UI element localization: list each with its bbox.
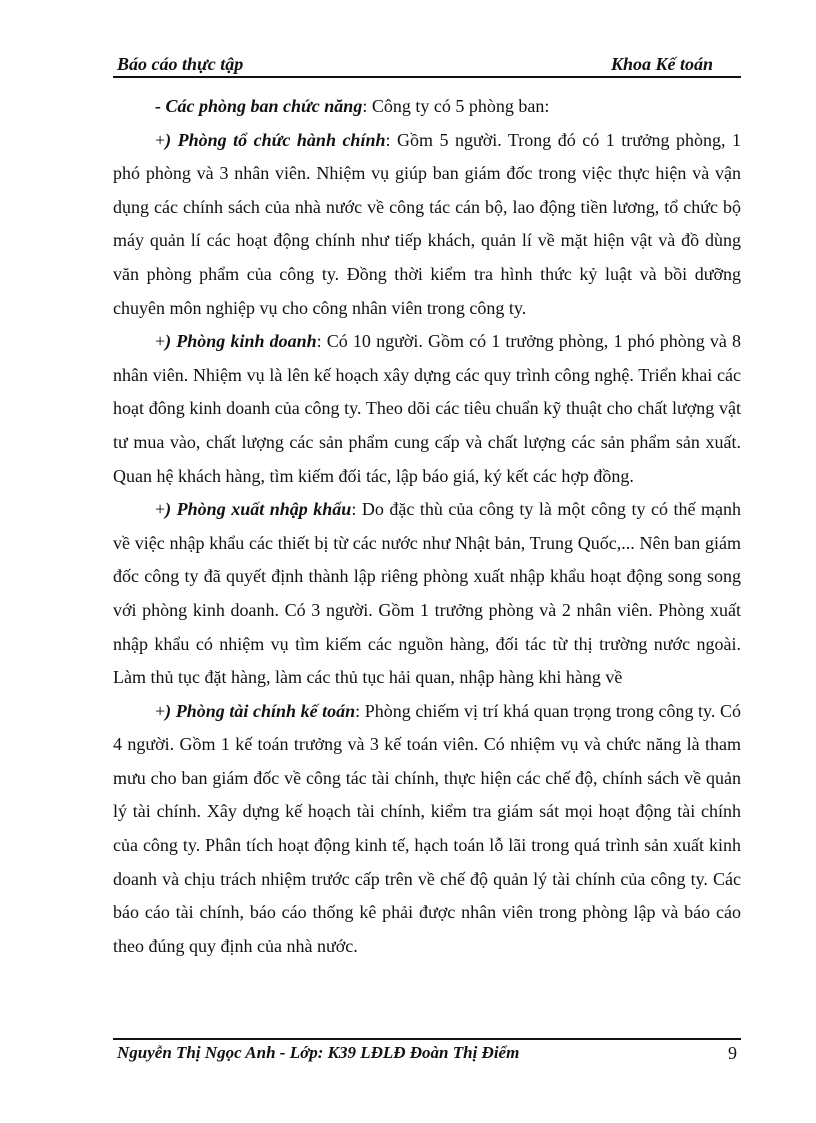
paragraph-lead: - Các phòng ban chức năng xyxy=(155,96,363,116)
paragraph-text: : Công ty có 5 phòng ban: xyxy=(362,96,550,116)
page-footer xyxy=(113,1043,741,1067)
header-department: Khoa Kế toán xyxy=(610,54,713,74)
paragraph-prefix: + xyxy=(155,700,166,721)
header-report-title: Báo cáo thực tập xyxy=(117,54,244,74)
page-header xyxy=(113,54,741,76)
paragraph-lead: ) Phòng xuất nhập khẩu xyxy=(165,499,352,520)
paragraph-text: : Phòng chiếm vị trí khá quan trọng trong công ty. Có 4 người. Gồm 1 kế toán trưởng và 3 kế toán viên. Có nhiệm vụ và chức năng là tham mưu cho ban giám đốc về công tác tài chính, thực hiện các chế độ, chính sách về quản lý tài chính. Xây dựng kế hoạch tài chính, kiểm tra giám sát mọi hoạt động tài chính của công ty. Phân tích hoạt động kinh tế, hạch toán lỗ lãi trong quá trình sản xuất kinh doanh và chịu trách nhiệm trước cấp trên về chế độ quản lý tài chính của công ty. Các báo cáo tài chính, báo cáo thống kê phải được nhân viên trong phòng lập và báo cáo theo đúng quy định của nhà nước. xyxy=(113,700,741,956)
paragraph-text: : Gồm 5 người. Trong đó có 1 trưởng phòng, 1 phó phòng và 3 nhân viên. Nhiệm vụ giúp ban giám đốc trong việc thực hiện và vận dụng các chính sách của nhà nước về công tác cán bộ, lao động tiền lương, tổ chức bộ máy quản lí các hoạt động chính như tiếp khách, quản lí về mặt hiện vật và đồ dùng văn phòng phẩm của công ty. Đồng thời kiểm tra hình thức kỷ luật và bồi dưỡng chuyên môn nghiệp vụ cho công nhân viên trong công ty. xyxy=(113,129,741,318)
paragraph-sales-department xyxy=(113,325,741,493)
paragraph-text: : Do đặc thù của công ty là một công ty có thế mạnh về việc nhập khẩu các thiết bị từ các nước như Nhật bản, Trung Quốc,... Nên ban giám đốc công ty đã quyết định thành lập riêng phòng xuất nhập khẩu hoạt động song song với phòng kinh doanh. Có 3 người. Gồm 1 trưởng phòng và 2 nhân viên. Phòng xuất nhập khẩu có nhiệm vụ tìm kiếm các nguồn hàng, đối tác từ thị trường nước ngoài. Làm thủ tục đặt hàng, làm các thủ tục hải quan, nhập hàng khi hàng về xyxy=(113,499,741,688)
header-rule xyxy=(113,76,741,78)
footer-author: Nguyễn Thị Ngọc Anh - Lớp: K39 LĐLĐ Đoàn Thị Điểm xyxy=(117,1043,520,1062)
paragraph-admin-department xyxy=(113,124,741,326)
paragraph-prefix: + xyxy=(155,499,166,520)
paragraph-lead: ) Phòng tài chính kế toán xyxy=(165,700,356,721)
page-number: 9 xyxy=(728,1043,737,1063)
footer-rule xyxy=(113,1038,741,1040)
document-body xyxy=(113,90,741,963)
paragraph-text: : Có 10 người. Gồm có 1 trưởng phòng, 1 phó phòng và 8 nhân viên. Nhiệm vụ là lên kế hoạch xây dựng các quy trình công nghệ. Triển khai các hoạt đông kinh doanh của công ty. Theo dõi các tiêu chuẩn kỹ thuật cho chất lượng vật tư mua vào, chất lượng các sản phẩm cung cấp và chất lượng các sản phẩm sản xuất. Quan hệ khách hàng, tìm kiếm đối tác, lập báo giá, ký kết các hợp đồng. xyxy=(113,331,741,486)
paragraph-finance-department xyxy=(113,695,741,964)
paragraph-departments-intro xyxy=(113,90,741,124)
paragraph-prefix: + xyxy=(155,331,166,352)
paragraph-prefix: + xyxy=(155,129,166,150)
paragraph-import-export-department xyxy=(113,493,741,695)
paragraph-lead: ) Phòng tổ chức hành chính xyxy=(165,129,386,150)
paragraph-lead: ) Phòng kinh doanh xyxy=(165,331,317,352)
